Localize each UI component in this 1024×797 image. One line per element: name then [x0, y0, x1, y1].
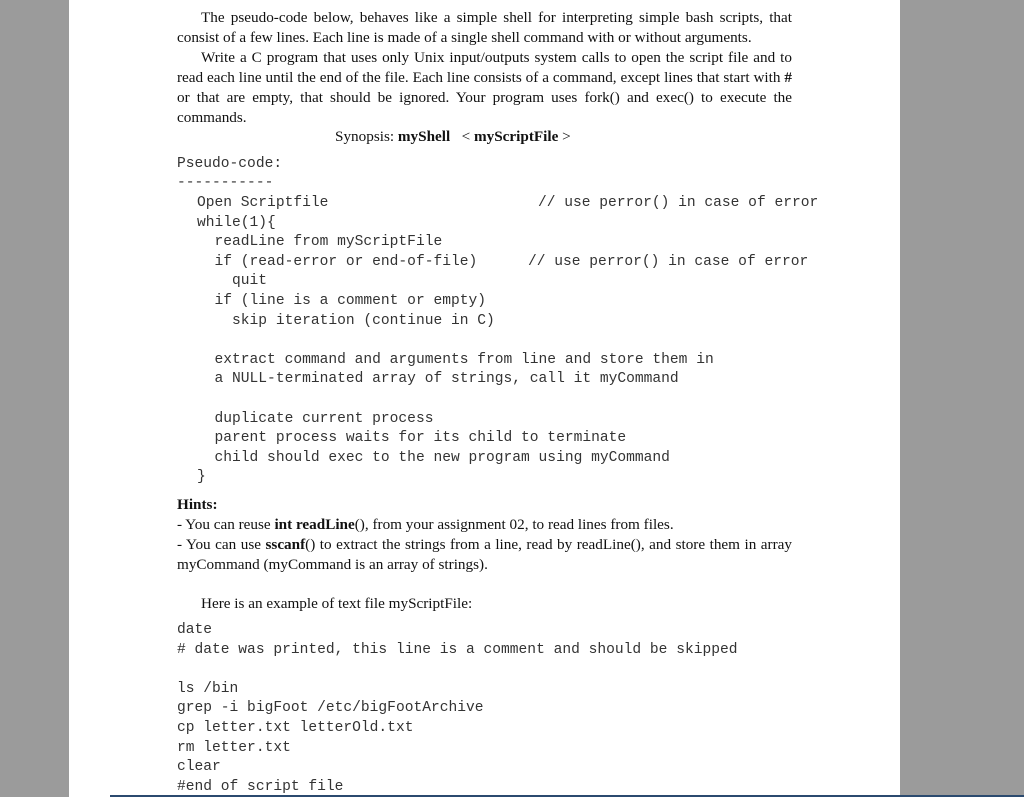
synopsis-line: [335, 127, 735, 147]
pseudocode-rule: -----------: [177, 175, 274, 191]
script-line: clear: [177, 759, 221, 776]
pseudocode-line: while(1){: [197, 214, 276, 231]
script-line: grep -i bigFoot /etc/bigFootArchive: [177, 700, 484, 717]
document-page: [69, 0, 900, 797]
pseudocode-line: a NULL-terminated array of strings, call it myCommand: [197, 371, 679, 388]
example-script-block: [177, 621, 738, 797]
pseudocode-line: Open Scriptfile: [197, 195, 329, 211]
pseudocode-line: quit: [197, 273, 268, 290]
pseudocode-block: [197, 194, 714, 488]
pseudocode-title: Pseudo-code:: [177, 156, 283, 172]
script-line: rm letter.txt: [177, 739, 291, 756]
synopsis-argument: myScriptFile: [473, 128, 559, 145]
pseudocode-line: readLine from myScriptFile: [197, 234, 443, 251]
hint-2: - You can use sscanf() to extract the strings from a line, read by readLine(), and store them in array myCommand (myCommand is an array of strings).: [177, 536, 792, 573]
intro-paragraph-1: The pseudo-code below, behaves like a simple shell for interpreting simple bash scripts, that consist of a few lines. Each line is made of a single shell command with or without arguments.: [177, 9, 792, 46]
hint-1: - You can reuse int readLine(), from your assignment 02, to read lines from files.: [177, 516, 674, 533]
hints-title: Hints:: [177, 496, 218, 513]
pseudocode-line: if (line is a comment or empty): [197, 292, 487, 309]
pseudocode-line: parent process waits for its child to terminate: [197, 430, 627, 447]
script-line: ls /bin: [177, 680, 239, 697]
synopsis-command: myShell: [397, 128, 451, 145]
intro-p2-after: or that are empty, that should be ignored. Your program uses fork() and exec() to execute the commands.: [177, 89, 792, 126]
example-intro: Here is an example of text file myScriptFile:: [201, 595, 473, 612]
hint-2-bold: sscanf: [265, 536, 306, 553]
intro-paragraph-2: [177, 48, 792, 128]
synopsis-gt: >: [562, 128, 571, 145]
script-line: date: [177, 622, 213, 638]
script-line: # date was printed, this line is a comment and should be skipped: [177, 641, 738, 658]
hint-1-bold: int readLine: [274, 516, 355, 533]
pseudocode-line: }: [197, 469, 206, 486]
pseudocode-comment-open: // use perror() in case of error: [538, 195, 819, 211]
pseudocode-line: if (read-error or end-of-file): [197, 253, 478, 270]
intro-p2-hash: #: [784, 69, 792, 86]
pseudocode-comment-read: // use perror() in case of error: [528, 254, 809, 270]
synopsis-label: Synopsis:: [335, 128, 398, 145]
intro-p2-before: Write a C program that uses only Unix input/outputs system calls to open the script file and to read each line until the end of the file. Each line consists of a command, except lines that start with: [177, 49, 792, 86]
pseudocode-line: duplicate current process: [197, 410, 434, 427]
pseudocode-line: skip iteration (continue in C): [197, 312, 495, 329]
pseudocode-line: child should exec to the new program using myCommand: [197, 449, 670, 466]
pseudocode-line: extract command and arguments from line and store them in: [197, 351, 714, 368]
script-line: cp letter.txt letterOld.txt: [177, 719, 414, 736]
script-line: #end of script file: [177, 778, 344, 795]
synopsis-lt: <: [461, 128, 471, 145]
